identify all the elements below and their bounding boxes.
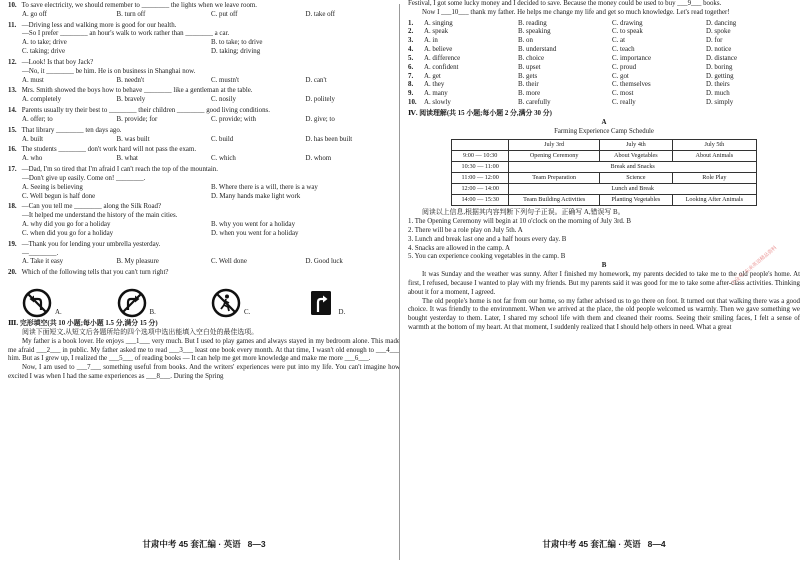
part-a-label: A bbox=[601, 118, 607, 126]
option-a: A. go off bbox=[22, 10, 47, 18]
no-right-turn-sign-icon bbox=[117, 288, 147, 318]
option-c: C. Well begun is half done bbox=[22, 192, 96, 200]
sign-a-label: A. bbox=[55, 309, 62, 317]
question-18: 18. —Can you tell me ________ along the Silk Road? bbox=[8, 203, 162, 211]
cloze-option-b: B. gets bbox=[518, 72, 538, 80]
cloze-number: 5. bbox=[408, 54, 414, 62]
option-b: B. needn't bbox=[116, 76, 145, 84]
question-18-line2: —It helped me understand the history of the main cities. bbox=[22, 212, 178, 220]
watermark-stamp: 公众号: 东来英语精品资料 bbox=[730, 245, 779, 287]
cloze-option-d: D. boring bbox=[706, 63, 733, 71]
sign-b-label: B. bbox=[149, 309, 156, 317]
cloze-option-d: D. distance bbox=[706, 54, 737, 62]
cloze-option-b: B. speaking bbox=[518, 28, 551, 36]
cloze-option-c: C. proud bbox=[612, 63, 637, 71]
cloze-paragraph-2: Now, I am used to ___7___ something useful from books. And the writers' experiences were put into my life. You can't imagine how excited I was when I had the same experiences as ___8___. During the Spring bbox=[8, 364, 400, 380]
statement-5: 5. You can experience cooking vegetables in the camp. B bbox=[408, 253, 566, 261]
question-17-options bbox=[8, 184, 400, 202]
footer-title: 甘肃中考 45 套汇编 · 英语 bbox=[542, 539, 641, 549]
cloze-option-a: A. difference bbox=[424, 54, 461, 62]
cloze-option-row bbox=[408, 46, 800, 55]
option-d: D. taking; driving bbox=[211, 48, 261, 56]
cloze-option-b: B. choice bbox=[518, 54, 545, 62]
cloze-continuation-1: Festival, I got some lucky money and I decided to save. Because the money could be used to buy ___9___ books. bbox=[408, 0, 722, 7]
cloze-option-row bbox=[408, 28, 800, 37]
option-a: A. Seeing is believing bbox=[22, 183, 83, 191]
option-b: B. why you went for a holiday bbox=[211, 221, 296, 229]
cloze-option-b: B. more bbox=[518, 90, 541, 98]
option-d: D. can't bbox=[305, 76, 327, 84]
option-a: A. built bbox=[22, 135, 44, 143]
statement-4: 4. Snacks are allowed in the camp. A bbox=[408, 244, 510, 252]
question-15: 15. That library ________ ten days ago. bbox=[8, 126, 122, 134]
option-b: B. provide; for bbox=[116, 115, 158, 123]
option-a: A. who bbox=[22, 155, 43, 163]
cloze-option-row bbox=[408, 73, 800, 82]
left-footer bbox=[8, 538, 400, 550]
cloze-option-a: A. confident bbox=[424, 63, 459, 71]
question-11: 11. —Driving less and walking more is good for our health. bbox=[8, 21, 177, 29]
sign-d bbox=[306, 280, 401, 318]
cloze-option-d: D. notice bbox=[706, 46, 732, 54]
section-3-instructions: 阅读下面短文,从短文后各题所给的四个选项中选出能填入空白处的最佳选项。 bbox=[22, 328, 259, 336]
question-13-options bbox=[8, 96, 400, 105]
option-a: A. offer; to bbox=[22, 115, 53, 123]
cloze-number: 6. bbox=[408, 63, 414, 71]
cloze-continuation-2: Now I ___10___ thank my father. He helps me change my life and get so much knowledge. Let's read together! bbox=[422, 8, 730, 16]
table-header-row: July 3rd July 4th July 5th bbox=[452, 140, 757, 151]
sign-b bbox=[117, 280, 212, 318]
question-17: 17. —Dad, I'm so tired that I'm afraid I can't reach the top of the mountain. bbox=[8, 166, 218, 174]
cloze-option-row bbox=[408, 90, 800, 99]
cloze-option-a: A. they bbox=[424, 81, 445, 89]
option-b: B. to take; to drive bbox=[211, 39, 263, 47]
option-a: A. Take it easy bbox=[22, 258, 64, 266]
cloze-option-c: C. drawing bbox=[612, 19, 643, 27]
cloze-number: 9. bbox=[408, 90, 414, 98]
table-row: 9:00 — 10:30 Opening Ceremony About Vegetables About Animals bbox=[452, 151, 757, 162]
cloze-option-a: A. slowly bbox=[424, 99, 451, 107]
cloze-number: 10. bbox=[408, 99, 417, 107]
cloze-option-row bbox=[408, 81, 800, 90]
option-a: A. why did you go for a holiday bbox=[22, 221, 111, 229]
question-10-options bbox=[8, 11, 400, 20]
option-b: B. what bbox=[116, 155, 138, 163]
option-b: B. was built bbox=[116, 135, 150, 143]
part-b-label: B bbox=[601, 262, 607, 270]
cloze-number: 4. bbox=[408, 46, 414, 54]
question-10: 10. To save electricity, we should remember to ________ the lights when we leave room. bbox=[8, 2, 257, 9]
question-16-options bbox=[8, 155, 400, 164]
cloze-option-c: C. to speak bbox=[612, 28, 643, 36]
cloze-option-b: B. understand bbox=[518, 46, 557, 54]
cloze-option-a: A. singing bbox=[424, 19, 453, 27]
cloze-option-c: C. got bbox=[612, 72, 629, 80]
question-12: 12. —Look! Is that boy Jack? bbox=[8, 58, 94, 66]
question-17-line2: —Don't give up easily. Come on! ________. bbox=[22, 174, 146, 182]
cloze-option-a: A. in bbox=[424, 37, 438, 45]
turn-right-sign-icon bbox=[306, 288, 336, 318]
cloze-option-c: C. teach bbox=[612, 46, 635, 54]
question-20-signs bbox=[8, 280, 400, 318]
question-13: 13. Mrs. Smith showed the boys how to behave ________ like a gentleman at the table. bbox=[8, 87, 253, 95]
cloze-option-c: C. at bbox=[612, 37, 626, 45]
option-b: B. bravely bbox=[116, 96, 146, 104]
cloze-option-d: D. spoke bbox=[706, 28, 731, 36]
section-3-title: Ⅲ. 完形填空(共 10 小题;每小题 1.5 分,满分 15 分) bbox=[8, 320, 158, 328]
question-19-line2: —________. bbox=[22, 249, 59, 257]
question-19-options bbox=[8, 258, 400, 267]
statement-2: 2. There will be a role play on July 5th. A bbox=[408, 226, 523, 234]
option-b: B. My pleasure bbox=[116, 258, 159, 266]
option-d: D. give; to bbox=[305, 115, 335, 123]
option-c: C. put off bbox=[211, 10, 238, 18]
footer-title: 甘肃中考 45 套汇编 · 英语 bbox=[142, 539, 241, 549]
option-c: C. nosily bbox=[211, 96, 236, 104]
option-d: D. when you went for a holiday bbox=[211, 229, 299, 237]
cloze-option-c: C. themselves bbox=[612, 81, 651, 89]
option-a: A. must bbox=[22, 76, 44, 84]
question-18-options bbox=[8, 221, 400, 239]
option-b: B. Where there is a will, there is a way bbox=[211, 183, 318, 191]
right-footer bbox=[408, 538, 800, 550]
option-d: D. has been built bbox=[305, 135, 353, 143]
option-c: C. which bbox=[211, 155, 236, 163]
table-row: 10:30 — 11:00 Break and Snacks bbox=[452, 162, 757, 173]
right-column bbox=[408, 0, 800, 566]
cloze-option-a: A. speak bbox=[424, 28, 449, 36]
option-d: D. take off bbox=[305, 10, 336, 18]
footer-page-number: 8—4 bbox=[647, 539, 666, 549]
cloze-option-row bbox=[408, 37, 800, 46]
cloze-option-d: D. much bbox=[706, 90, 730, 98]
cloze-number: 7. bbox=[408, 72, 414, 80]
cloze-option-c: C. really bbox=[612, 99, 636, 107]
option-a: A. completely bbox=[22, 96, 62, 104]
passage-b-paragraph-2: The old people's home is not far from our home, so my father advised us to go there on foot. It turned out that walking there was a good choice. It was friendly to the environment. When we arrived at the place, the old people welcomed us warmly. Then we gave something we bought yesterday to them. Later, I shared my school life with them and cleaned their rooms. Seeing their smiling faces, I felt a sense of warmth at the bottom of my heart. At that moment, I suddenly realized that I should help others in need. What a great bbox=[408, 297, 800, 332]
cloze-number: 8. bbox=[408, 81, 414, 89]
cloze-option-a: A. many bbox=[424, 90, 448, 98]
schedule-caption: Farming Experience Camp Schedule bbox=[554, 127, 654, 135]
table-row: 12:00 — 14:00 Lunch and Break bbox=[452, 184, 757, 195]
table-row: 11:00 — 12:00 Team Preparation Science Role Play bbox=[452, 173, 757, 184]
cloze-number: 1. bbox=[408, 19, 414, 27]
statement-1: 1. The Opening Ceremony will begin at 10 o'clock on the morning of July 3rd. B bbox=[408, 218, 631, 226]
cloze-option-c: C. importance bbox=[612, 54, 652, 62]
footer-page-number: 8—3 bbox=[247, 539, 266, 549]
question-14-options bbox=[8, 116, 400, 125]
sign-c-label: C. bbox=[244, 309, 251, 317]
cloze-option-row bbox=[408, 64, 800, 73]
passage-b-paragraph-1: It was Sunday and the weather was sunny. After I finished my homework, my parents decided to take me to the old people's home. At first, I refused, because I wanted to play with my friends. But my parents said it was good for me to take some after-class activities. Thinking about it for a moment, I agreed. bbox=[408, 271, 800, 296]
option-c: C. mustn't bbox=[211, 76, 240, 84]
option-d: D. politely bbox=[305, 96, 335, 104]
question-11-options bbox=[8, 39, 400, 57]
cloze-option-d: D. simply bbox=[706, 99, 734, 107]
schedule-table bbox=[451, 139, 757, 206]
cloze-option-row bbox=[408, 20, 800, 29]
cloze-option-row bbox=[408, 55, 800, 64]
question-14: 14. Parents usually try their best to ________ their children ________ good living conditions. bbox=[8, 107, 270, 115]
cloze-option-d: D. theirs bbox=[706, 81, 730, 89]
cloze-option-c: C. most bbox=[612, 90, 634, 98]
cloze-option-d: D. for bbox=[706, 37, 723, 45]
option-b: B. turn off bbox=[116, 10, 146, 18]
statement-3: 3. Lunch and break last one and a half hours every day. B bbox=[408, 235, 567, 243]
cloze-options bbox=[408, 20, 800, 108]
option-d: D. Good luck bbox=[305, 258, 343, 266]
option-c: C. build bbox=[211, 135, 234, 143]
table-row: 14:00 — 15:30 Team Building Activities Planting Vegetables Looking After Animals bbox=[452, 195, 757, 206]
question-12-line2: —No, it ________ be him. He is on business in Shanghai now. bbox=[22, 67, 196, 75]
cloze-option-d: D. getting bbox=[706, 72, 734, 80]
cloze-option-a: A. get bbox=[424, 72, 441, 80]
cloze-option-a: A. believe bbox=[424, 46, 453, 54]
question-12-options bbox=[8, 77, 400, 86]
option-d: D. whom bbox=[305, 155, 332, 163]
no-pedestrians-sign-icon bbox=[211, 288, 241, 318]
section-4-title: Ⅳ. 阅读理解(共 15 小题;每小题 2 分,满分 30 分) bbox=[408, 109, 552, 117]
option-c: C. Well done bbox=[211, 258, 247, 266]
question-15-options bbox=[8, 136, 400, 145]
true-false-instructions: 阅读以上信息,根据其内容判断下列句子正误。正确写 A,错误写 B。 bbox=[422, 209, 625, 217]
cloze-option-d: D. dancing bbox=[706, 19, 737, 27]
question-16: 16. The students ________ don't work hard will not pass the exam. bbox=[8, 146, 197, 154]
cloze-number: 2. bbox=[408, 28, 414, 36]
no-left-turn-sign-icon bbox=[22, 288, 52, 318]
cloze-option-b: B. upset bbox=[518, 63, 541, 71]
question-19: 19. —Thank you for lending your umbrella yesterday. bbox=[8, 240, 161, 248]
sign-c bbox=[211, 280, 306, 318]
cloze-option-b: B. reading bbox=[518, 19, 547, 27]
option-c: C. when did you go for a holiday bbox=[22, 229, 114, 237]
cloze-option-b: B. their bbox=[518, 81, 539, 89]
column-divider bbox=[399, 4, 400, 560]
option-d: D. Many hands make light work bbox=[211, 192, 301, 200]
left-column bbox=[8, 0, 400, 566]
cloze-option-row bbox=[408, 99, 800, 108]
cloze-number: 3. bbox=[408, 37, 414, 45]
option-c: C. taking; drive bbox=[22, 48, 66, 56]
option-c: C. provide; with bbox=[211, 115, 256, 123]
cloze-option-b: B. on bbox=[518, 37, 533, 45]
sign-d-label: D. bbox=[338, 309, 346, 317]
question-11-line2: —So I prefer ________ an hour's walk to work rather than ________ a car. bbox=[22, 30, 230, 38]
question-20: 20. Which of the following tells that you can't turn right? bbox=[8, 269, 169, 277]
cloze-paragraph-1: My father is a book lover. He enjoys ___1___ very much. But I used to play games and always stayed in my bedroom alone. This made me afraid ___2___ in public. My father asked me to read ___3___ least one book every month. At that time, I wasn't old enough to ___4___ him. But as I grew up, I realized the ___5___ of reading books — It can help me get more knowledge and make me more ___6___. bbox=[8, 337, 400, 363]
sign-a bbox=[22, 280, 117, 318]
cloze-option-b: B. carefully bbox=[518, 99, 551, 107]
option-a: A. to take; drive bbox=[22, 39, 67, 47]
